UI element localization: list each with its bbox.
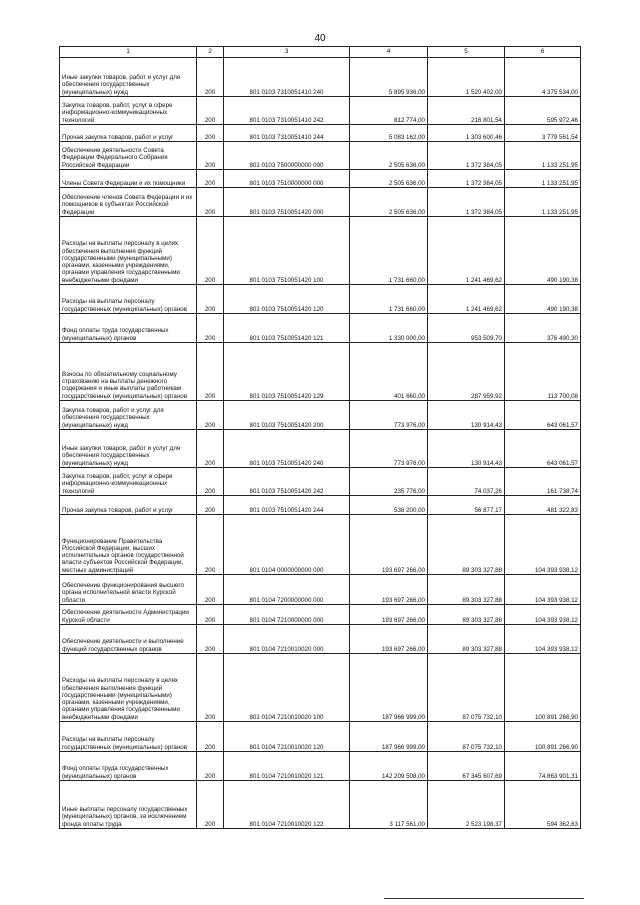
row-col-5-value: 287 959,92 <box>428 343 505 401</box>
row-col-4-value: 2 505 636,00 <box>350 142 428 170</box>
row-col-4-value: 538 200,00 <box>350 496 428 515</box>
row-col-5-value: 1 241 469,62 <box>428 285 505 314</box>
row-col-5-value: 67 345 607,69 <box>428 752 505 781</box>
row-name: Функционирование Правительства Российской Федерации, высших исполнительных органов государственной власти субъектов Российской Федерации, местных администраций <box>60 515 197 575</box>
row-budget-code: 801 0103 7510051420 244 <box>224 496 350 515</box>
row-budget-code: 801 0104 7210000000 000 <box>224 605 350 625</box>
table-row <box>60 58 581 97</box>
table-row <box>60 722 581 752</box>
header-col-6: 6 <box>505 47 581 58</box>
row-col-2: 200 <box>197 142 224 170</box>
row-budget-code: 801 0104 7210010020 121 <box>224 752 350 781</box>
row-col-2: 200 <box>197 58 224 97</box>
row-col-4-value: 1 731 660,00 <box>350 285 428 314</box>
table-row <box>60 496 581 515</box>
table-row <box>60 781 581 829</box>
table-row <box>60 97 581 125</box>
row-col-2: 200 <box>197 625 224 654</box>
row-name: Иные закупки товаров, работ и услуг для обеспечения государственных (муниципальных) нужд <box>60 430 197 468</box>
row-col-2: 200 <box>197 430 224 468</box>
row-col-5-value: 56 877,17 <box>428 496 505 515</box>
table-row <box>60 625 581 654</box>
row-col-4-value: 773 976,00 <box>350 401 428 430</box>
row-col-4-value: 2 505 636,00 <box>350 188 428 217</box>
table-row <box>60 468 581 496</box>
row-col-5-value: 1 520 402,00 <box>428 58 505 97</box>
row-budget-code: 801 0104 7200000000 000 <box>224 575 350 605</box>
row-name: Обеспечение деятельности и выполнение функций государственных органов <box>60 625 197 654</box>
row-col-4-value: 5 895 936,00 <box>350 58 428 97</box>
row-col-4-value: 193 697 266,00 <box>350 625 428 654</box>
row-name: Фонд оплаты труда государственных (муниципальных) органов <box>60 314 197 343</box>
row-col-6-value: 113 700,08 <box>505 343 581 401</box>
row-col-5-value: 953 509,70 <box>428 314 505 343</box>
header-col-1: 1 <box>60 47 197 58</box>
row-budget-code: 801 0103 7510051420 120 <box>224 285 350 314</box>
row-col-6-value: 1 133 251,95 <box>505 142 581 170</box>
row-col-4-value: 1 731 660,00 <box>350 217 428 285</box>
row-col-4-value: 142 209 508,00 <box>350 752 428 781</box>
row-col-5-value: 87 075 732,10 <box>428 654 505 722</box>
row-budget-code: 801 0104 0000000000 000 <box>224 515 350 575</box>
row-col-2: 200 <box>197 125 224 142</box>
table-row <box>60 654 581 722</box>
row-col-5-value: 89 303 327,88 <box>428 575 505 605</box>
row-col-2: 200 <box>197 188 224 217</box>
row-col-5-value: 130 914,43 <box>428 401 505 430</box>
row-col-2: 200 <box>197 97 224 125</box>
row-col-6-value: 643 061,57 <box>505 401 581 430</box>
table-row <box>60 401 581 430</box>
row-budget-code: 801 0103 7310051410 242 <box>224 97 350 125</box>
row-col-2: 200 <box>197 170 224 188</box>
row-col-2: 200 <box>197 314 224 343</box>
row-col-4-value: 187 966 999,00 <box>350 654 428 722</box>
row-name: Расходы на выплаты персоналу в целях обеспечения выполнения функций государственными (муниципальными) органами, казенными учреждениями, органами управления государственными внебюджетными фондами <box>60 217 197 285</box>
row-col-2: 200 <box>197 515 224 575</box>
row-col-6-value: 100 891 266,90 <box>505 722 581 752</box>
row-col-2: 200 <box>197 343 224 401</box>
row-col-5-value: 130 914,43 <box>428 430 505 468</box>
row-col-2: 200 <box>197 752 224 781</box>
row-name: Иные выплаты персоналу государственных (муниципальных) органов, за исключением фонда оплаты труда <box>60 781 197 829</box>
row-name: Закупка товаров, работ, услуг в сфере информационно-коммуникационных технологий <box>60 468 197 496</box>
row-col-2: 200 <box>197 575 224 605</box>
row-name: Расходы на выплаты персоналу государственных (муниципальных) органов <box>60 722 197 752</box>
row-budget-code: 801 0103 7510051420 242 <box>224 468 350 496</box>
row-budget-code: 801 0103 7310051410 240 <box>224 58 350 97</box>
row-col-5-value: 89 303 327,88 <box>428 515 505 575</box>
row-name: Закупка товаров, работ, услуг в сфере информационно-коммуникационных технологий <box>60 97 197 125</box>
row-col-6-value: 1 133 251,95 <box>505 170 581 188</box>
row-col-6-value: 104 393 938,12 <box>505 575 581 605</box>
row-col-6-value: 1 133 251,95 <box>505 188 581 217</box>
footer-line <box>384 898 584 899</box>
row-budget-code: 801 0103 7510051420 240 <box>224 430 350 468</box>
row-budget-code: 801 0103 7510051420 000 <box>224 188 350 217</box>
row-name: Закупка товаров, работ и услуг для обеспечения государственных (муниципальных) нужд <box>60 401 197 430</box>
row-col-4-value: 401 660,00 <box>350 343 428 401</box>
row-col-2: 200 <box>197 496 224 515</box>
table-body <box>60 58 581 829</box>
budget-table <box>59 46 581 829</box>
table-row <box>60 752 581 781</box>
row-col-4-value: 3 117 561,00 <box>350 781 428 829</box>
row-name: Расходы на выплаты персоналу государственных (муниципальных) органов <box>60 285 197 314</box>
row-name: Прочая закупка товаров, работ и услуг <box>60 125 197 142</box>
row-col-5-value: 1 372 384,05 <box>428 188 505 217</box>
row-name: Обеспечение членов Совета Федерации и их помощников в субъектах Российской Федерации <box>60 188 197 217</box>
row-name: Прочая закупка товаров, работ и услуг <box>60 496 197 515</box>
table-row <box>60 170 581 188</box>
table-row <box>60 515 581 575</box>
row-col-6-value: 490 190,38 <box>505 285 581 314</box>
row-col-6-value: 100 891 266,90 <box>505 654 581 722</box>
table-row <box>60 285 581 314</box>
header-col-4: 4 <box>350 47 428 58</box>
row-col-6-value: 490 190,38 <box>505 217 581 285</box>
row-col-6-value: 104 393 938,12 <box>505 605 581 625</box>
row-col-6-value: 481 322,83 <box>505 496 581 515</box>
row-col-4-value: 773 976,00 <box>350 430 428 468</box>
row-col-6-value: 643 061,57 <box>505 430 581 468</box>
row-col-6-value: 594 362,63 <box>505 781 581 829</box>
row-col-4-value: 187 966 999,00 <box>350 722 428 752</box>
row-budget-code: 801 0103 7510051420 100 <box>224 217 350 285</box>
row-col-5-value: 74 037,26 <box>428 468 505 496</box>
row-col-4-value: 812 774,00 <box>350 97 428 125</box>
row-name: Фонд оплаты труда государственных (муниципальных) органов <box>60 752 197 781</box>
row-col-4-value: 1 330 000,00 <box>350 314 428 343</box>
row-budget-code: 801 0103 7510051420 200 <box>224 401 350 430</box>
row-col-4-value: 235 776,00 <box>350 468 428 496</box>
row-budget-code: 801 0104 7210010020 100 <box>224 654 350 722</box>
row-col-4-value: 5 083 162,00 <box>350 125 428 142</box>
row-col-5-value: 89 303 327,88 <box>428 625 505 654</box>
row-col-2: 200 <box>197 605 224 625</box>
row-col-4-value: 193 697 266,00 <box>350 605 428 625</box>
table-row <box>60 142 581 170</box>
row-col-2: 200 <box>197 401 224 430</box>
table-row <box>60 125 581 142</box>
row-col-6-value: 4 375 534,00 <box>505 58 581 97</box>
table-row <box>60 217 581 285</box>
row-col-2: 200 <box>197 217 224 285</box>
row-col-6-value: 376 490,30 <box>505 314 581 343</box>
row-col-6-value: 74 863 901,31 <box>505 752 581 781</box>
row-col-5-value: 1 372 384,05 <box>428 142 505 170</box>
page-number: 40 <box>314 33 326 44</box>
row-col-4-value: 193 697 266,00 <box>350 515 428 575</box>
table-row <box>60 343 581 401</box>
row-col-5-value: 87 075 732,10 <box>428 722 505 752</box>
row-col-5-value: 1 241 469,62 <box>428 217 505 285</box>
table-row <box>60 430 581 468</box>
row-name: Иные закупки товаров, работ и услуг для обеспечения государственных (муниципальных) нужд <box>60 58 197 97</box>
row-col-6-value: 595 972,46 <box>505 97 581 125</box>
row-budget-code: 801 0103 7500000000 000 <box>224 142 350 170</box>
row-col-6-value: 104 393 938,12 <box>505 515 581 575</box>
header-col-3: 3 <box>224 47 350 58</box>
row-col-5-value: 216 801,54 <box>428 97 505 125</box>
row-name: Обеспечение функционирования высшего органа исполнительной власти Курской области <box>60 575 197 605</box>
table-row <box>60 188 581 217</box>
table-row <box>60 605 581 625</box>
row-name: Члены Совета Федерации и их помощники <box>60 170 197 188</box>
row-col-6-value: 161 738,74 <box>505 468 581 496</box>
table-row <box>60 314 581 343</box>
row-col-5-value: 1 303 600,46 <box>428 125 505 142</box>
header-col-2: 2 <box>197 47 224 58</box>
row-name: Взносы по обязательному социальному страхованию на выплаты денежного содержания и иные выплаты работникам государственных (муниципальных) органов <box>60 343 197 401</box>
table-row <box>60 575 581 605</box>
row-budget-code: 801 0103 7510051420 121 <box>224 314 350 343</box>
row-name: Расходы на выплаты персоналу в целях обеспечения выполнения функций государственными (муниципальными) органами, казенными учреждениями, органами управления государственными внебюджетными фондами <box>60 654 197 722</box>
row-budget-code: 801 0104 7210010020 000 <box>224 625 350 654</box>
row-col-5-value: 89 303 327,88 <box>428 605 505 625</box>
row-budget-code: 801 0103 7510000000 000 <box>224 170 350 188</box>
row-budget-code: 801 0103 7510051420 129 <box>224 343 350 401</box>
row-budget-code: 801 0103 7310051410 244 <box>224 125 350 142</box>
row-col-2: 200 <box>197 285 224 314</box>
row-name: Обеспечение деятельности Совета Федерации Федерального Собрания Российской Федерации <box>60 142 197 170</box>
row-col-4-value: 2 505 636,00 <box>350 170 428 188</box>
row-col-2: 200 <box>197 468 224 496</box>
row-budget-code: 801 0104 7210010020 120 <box>224 722 350 752</box>
row-col-4-value: 193 697 266,00 <box>350 575 428 605</box>
row-col-5-value: 1 372 384,05 <box>428 170 505 188</box>
row-col-6-value: 104 393 938,12 <box>505 625 581 654</box>
row-col-2: 200 <box>197 654 224 722</box>
row-col-5-value: 2 523 198,37 <box>428 781 505 829</box>
row-col-6-value: 3 779 561,54 <box>505 125 581 142</box>
row-name: Обеспечение деятельности Администрации Курской области <box>60 605 197 625</box>
row-col-2: 200 <box>197 722 224 752</box>
header-col-5: 5 <box>428 47 505 58</box>
row-col-2: 200 <box>197 781 224 829</box>
table-header-row <box>60 47 581 58</box>
row-budget-code: 801 0104 7210010020 122 <box>224 781 350 829</box>
